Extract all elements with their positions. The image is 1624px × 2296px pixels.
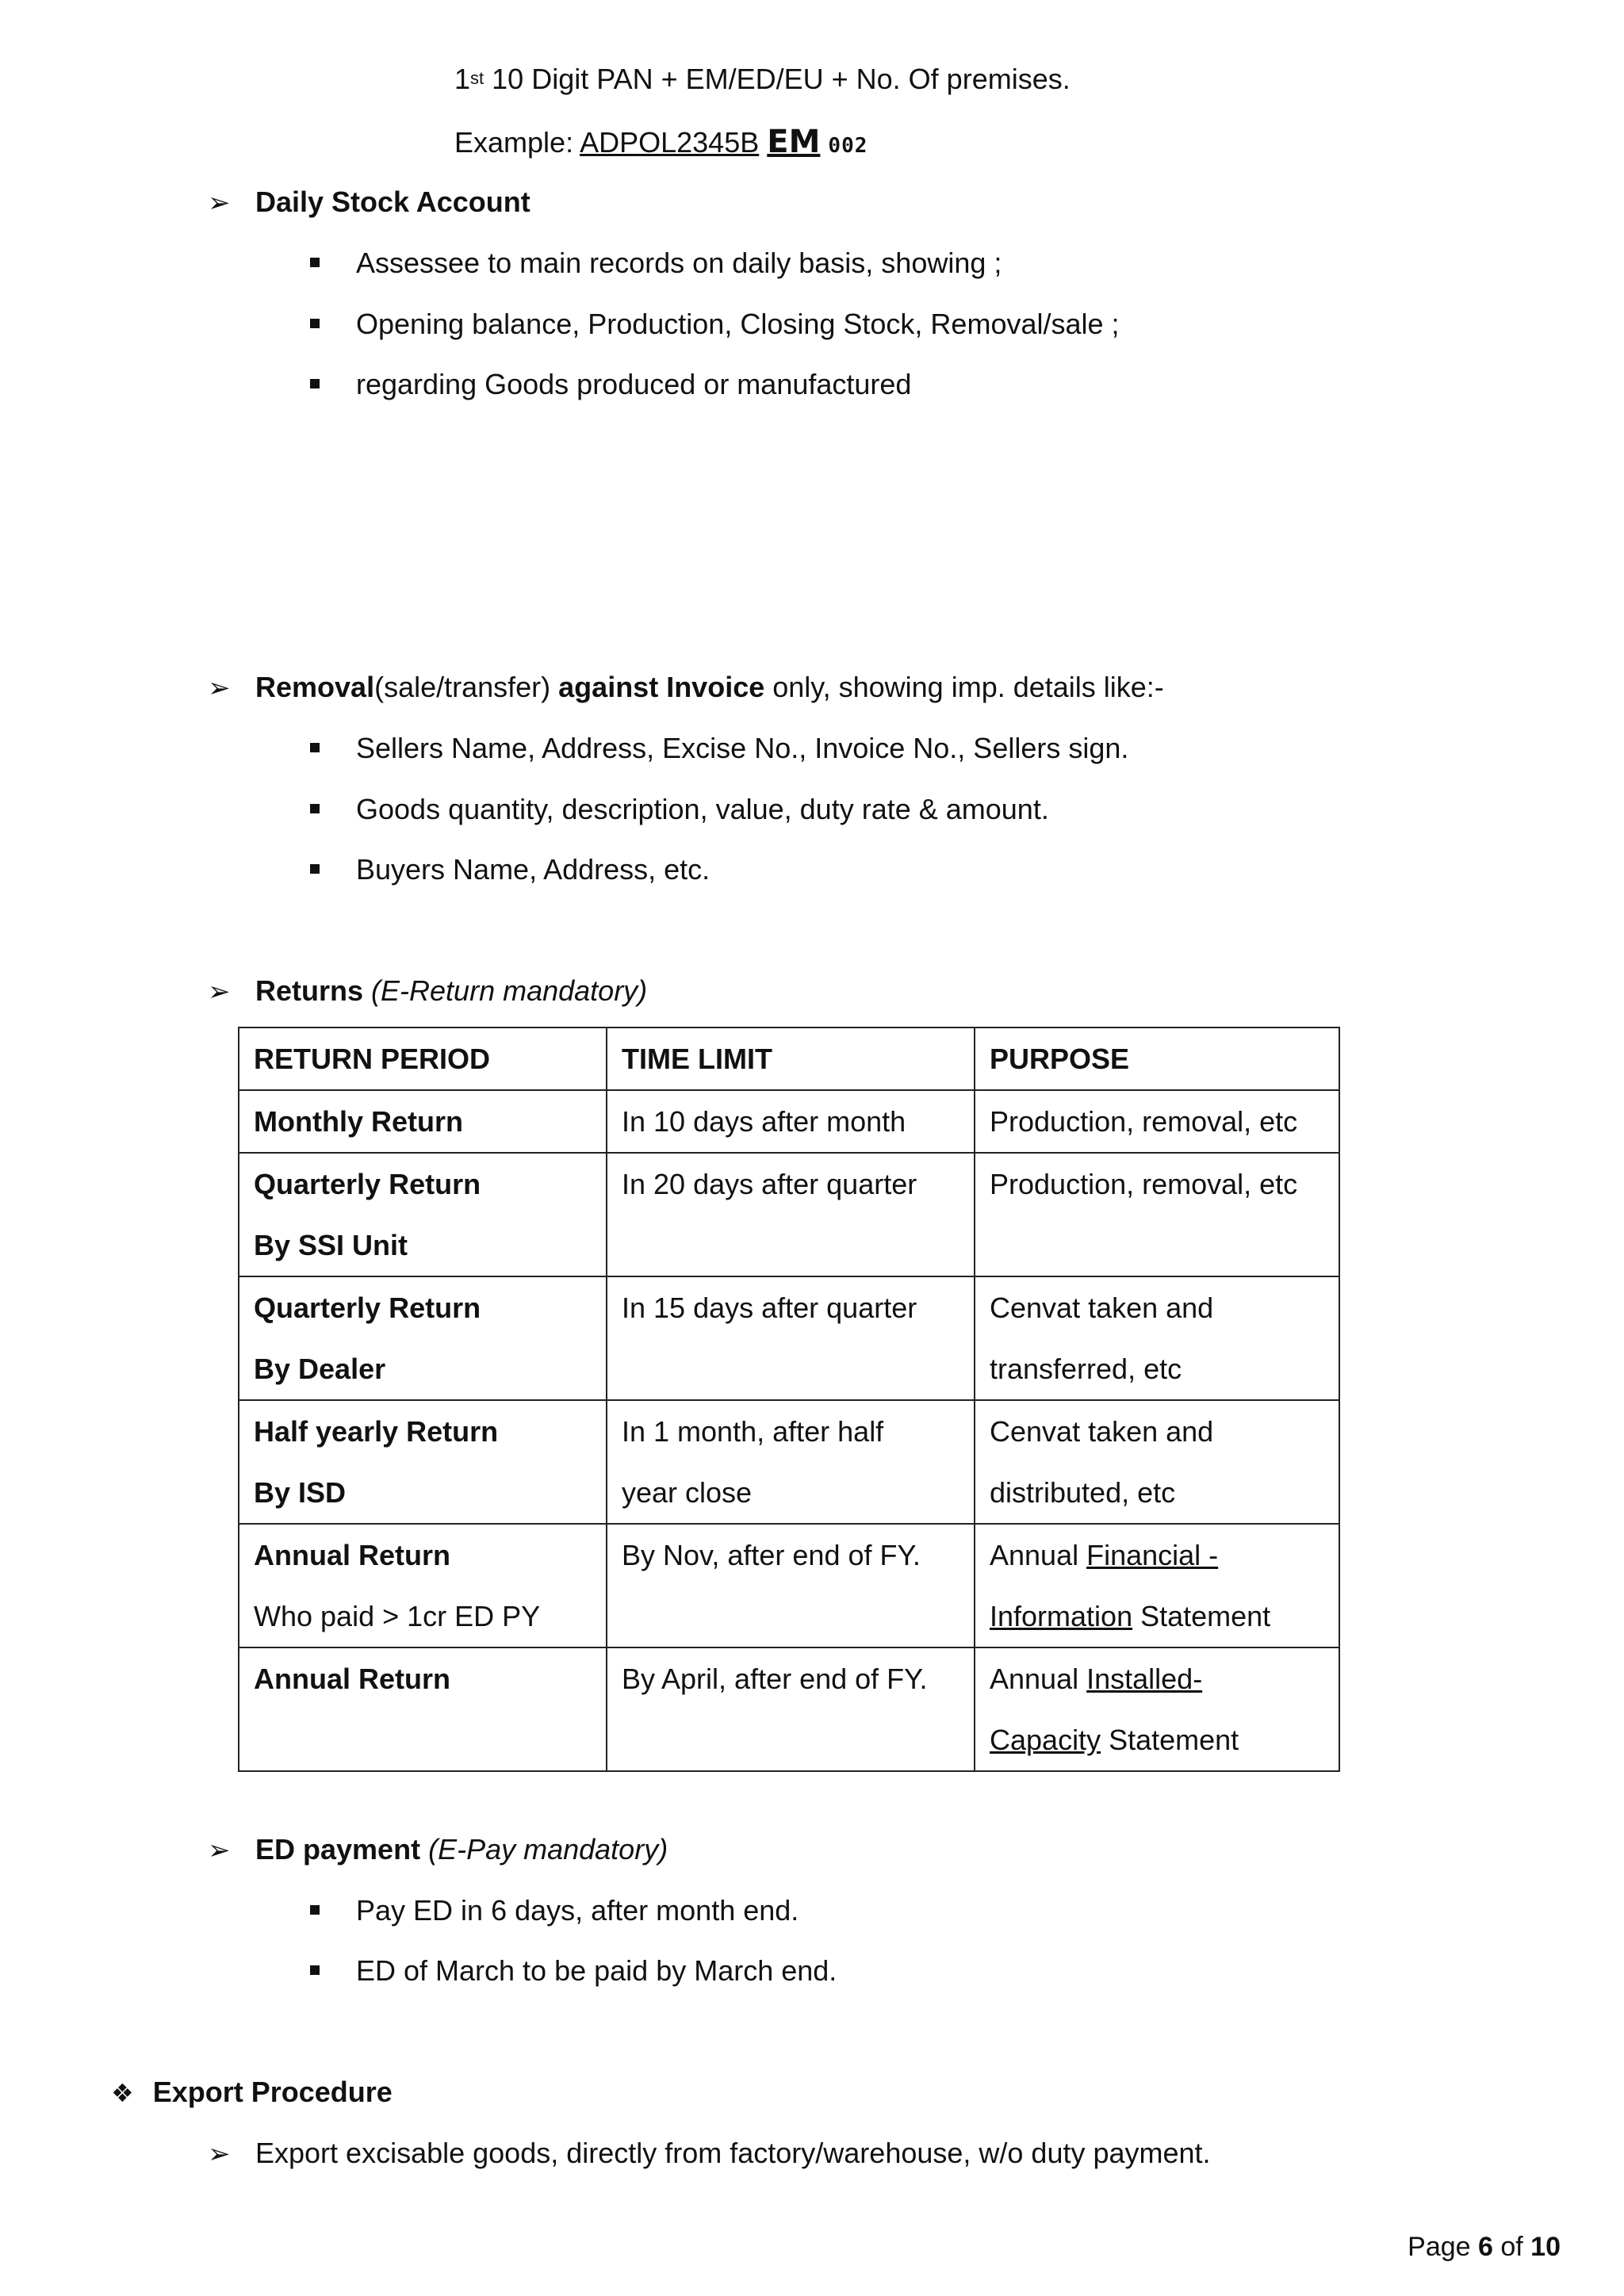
arrow-bullet-icon: ➢ [208,673,231,703]
table-row [239,1153,1339,1276]
example-code: ADPOL2345B [580,126,760,159]
ed-payment-heading: ➢ ED payment (E-Pay mandatory) [208,1833,668,1866]
return-period-cell: Quarterly Return By Dealer [239,1276,607,1400]
time-limit-cell: By April, after end of FY. [607,1647,975,1771]
purpose-cell: Cenvat taken and distributed, etc [975,1400,1339,1524]
daily-stock-heading: ➢ Daily Stock Account [208,186,530,218]
removal-item: Sellers Name, Address, Excise No., Invoice No., Sellers sign. [356,732,1129,764]
purpose-cell: Production, removal, etc [975,1090,1339,1153]
square-bullet-icon [310,258,320,267]
diamond-bullet-icon: ❖ [111,2079,134,2107]
example-em: EM [767,124,821,160]
return-period-cell: Annual Return Who paid > 1cr ED PY [239,1524,607,1647]
pan-example-line [454,123,868,161]
time-limit-cell: In 10 days after month [607,1090,975,1153]
returns-table [238,1027,1340,1772]
square-bullet-icon [310,1965,320,1975]
table-header-row [239,1027,1339,1090]
arrow-bullet-icon: ➢ [208,2139,231,2169]
return-period-cell: Quarterly Return By SSI Unit [239,1153,607,1276]
header-purpose: PURPOSE [975,1027,1339,1090]
arrow-bullet-icon: ➢ [208,977,231,1007]
time-limit-cell: In 20 days after quarter [607,1153,975,1276]
square-bullet-icon [310,804,320,813]
pan-line-text: 10 Digit PAN + EM/ED/EU + No. Of premises. [484,63,1071,95]
purpose-cell: Annual Financial - Information Statement [975,1524,1339,1647]
daily-stock-item: Opening balance, Production, Closing Stock, Removal/sale ; [356,308,1120,340]
ed-payment-item: Pay ED in 6 days, after month end. [356,1894,799,1927]
page-number: Page 6 of 10 [1408,2232,1561,2262]
returns-heading: ➢ Returns (E-Return mandatory) [208,974,648,1007]
table-row [239,1400,1339,1524]
square-bullet-icon [310,319,320,328]
table-row [239,1276,1339,1400]
pan-line-number: 1 [454,63,471,95]
time-limit-cell: By Nov, after end of FY. [607,1524,975,1647]
example-number: 002 [828,134,868,158]
arrow-bullet-icon: ➢ [208,1835,231,1866]
table-row [239,1524,1339,1647]
square-bullet-icon [310,1905,320,1915]
square-bullet-icon [310,864,320,874]
removal-item: Buyers Name, Address, etc. [356,853,710,886]
daily-stock-item: regarding Goods produced or manufactured [356,368,912,400]
pan-line-sup: st [470,68,485,88]
removal-heading: ➢ Removal(sale/transfer) against Invoice only, showing imp. details like:- [208,671,1164,703]
export-heading: ❖ Export Procedure [111,2076,393,2108]
arrow-bullet-icon: ➢ [208,188,231,218]
time-limit-cell: In 15 days after quarter [607,1276,975,1400]
return-period-cell: Half yearly Return By ISD [239,1400,607,1524]
ed-payment-item: ED of March to be paid by March end. [356,1954,837,1987]
removal-item: Goods quantity, description, value, duty rate & amount. [356,793,1049,825]
time-limit-cell: In 1 month, after half year close [607,1400,975,1524]
return-period-cell: Monthly Return [239,1090,607,1153]
table-row [239,1647,1339,1771]
square-bullet-icon [310,379,320,388]
daily-stock-item: Assessee to main records on daily basis, showing ; [356,247,1002,279]
return-period-cell: Annual Return [239,1647,607,1771]
purpose-cell: Production, removal, etc [975,1153,1339,1276]
export-item: ➢ Export excisable goods, directly from factory/warehouse, w/o duty payment. [208,2137,1211,2169]
purpose-cell: Cenvat taken and transferred, etc [975,1276,1339,1400]
header-return-period: RETURN PERIOD [239,1027,607,1090]
purpose-cell: Annual Installed- Capacity Statement [975,1647,1339,1771]
square-bullet-icon [310,743,320,752]
example-label: Example: [454,126,580,159]
pan-format-line [454,62,1071,96]
header-time-limit: TIME LIMIT [607,1027,975,1090]
table-row [239,1090,1339,1153]
